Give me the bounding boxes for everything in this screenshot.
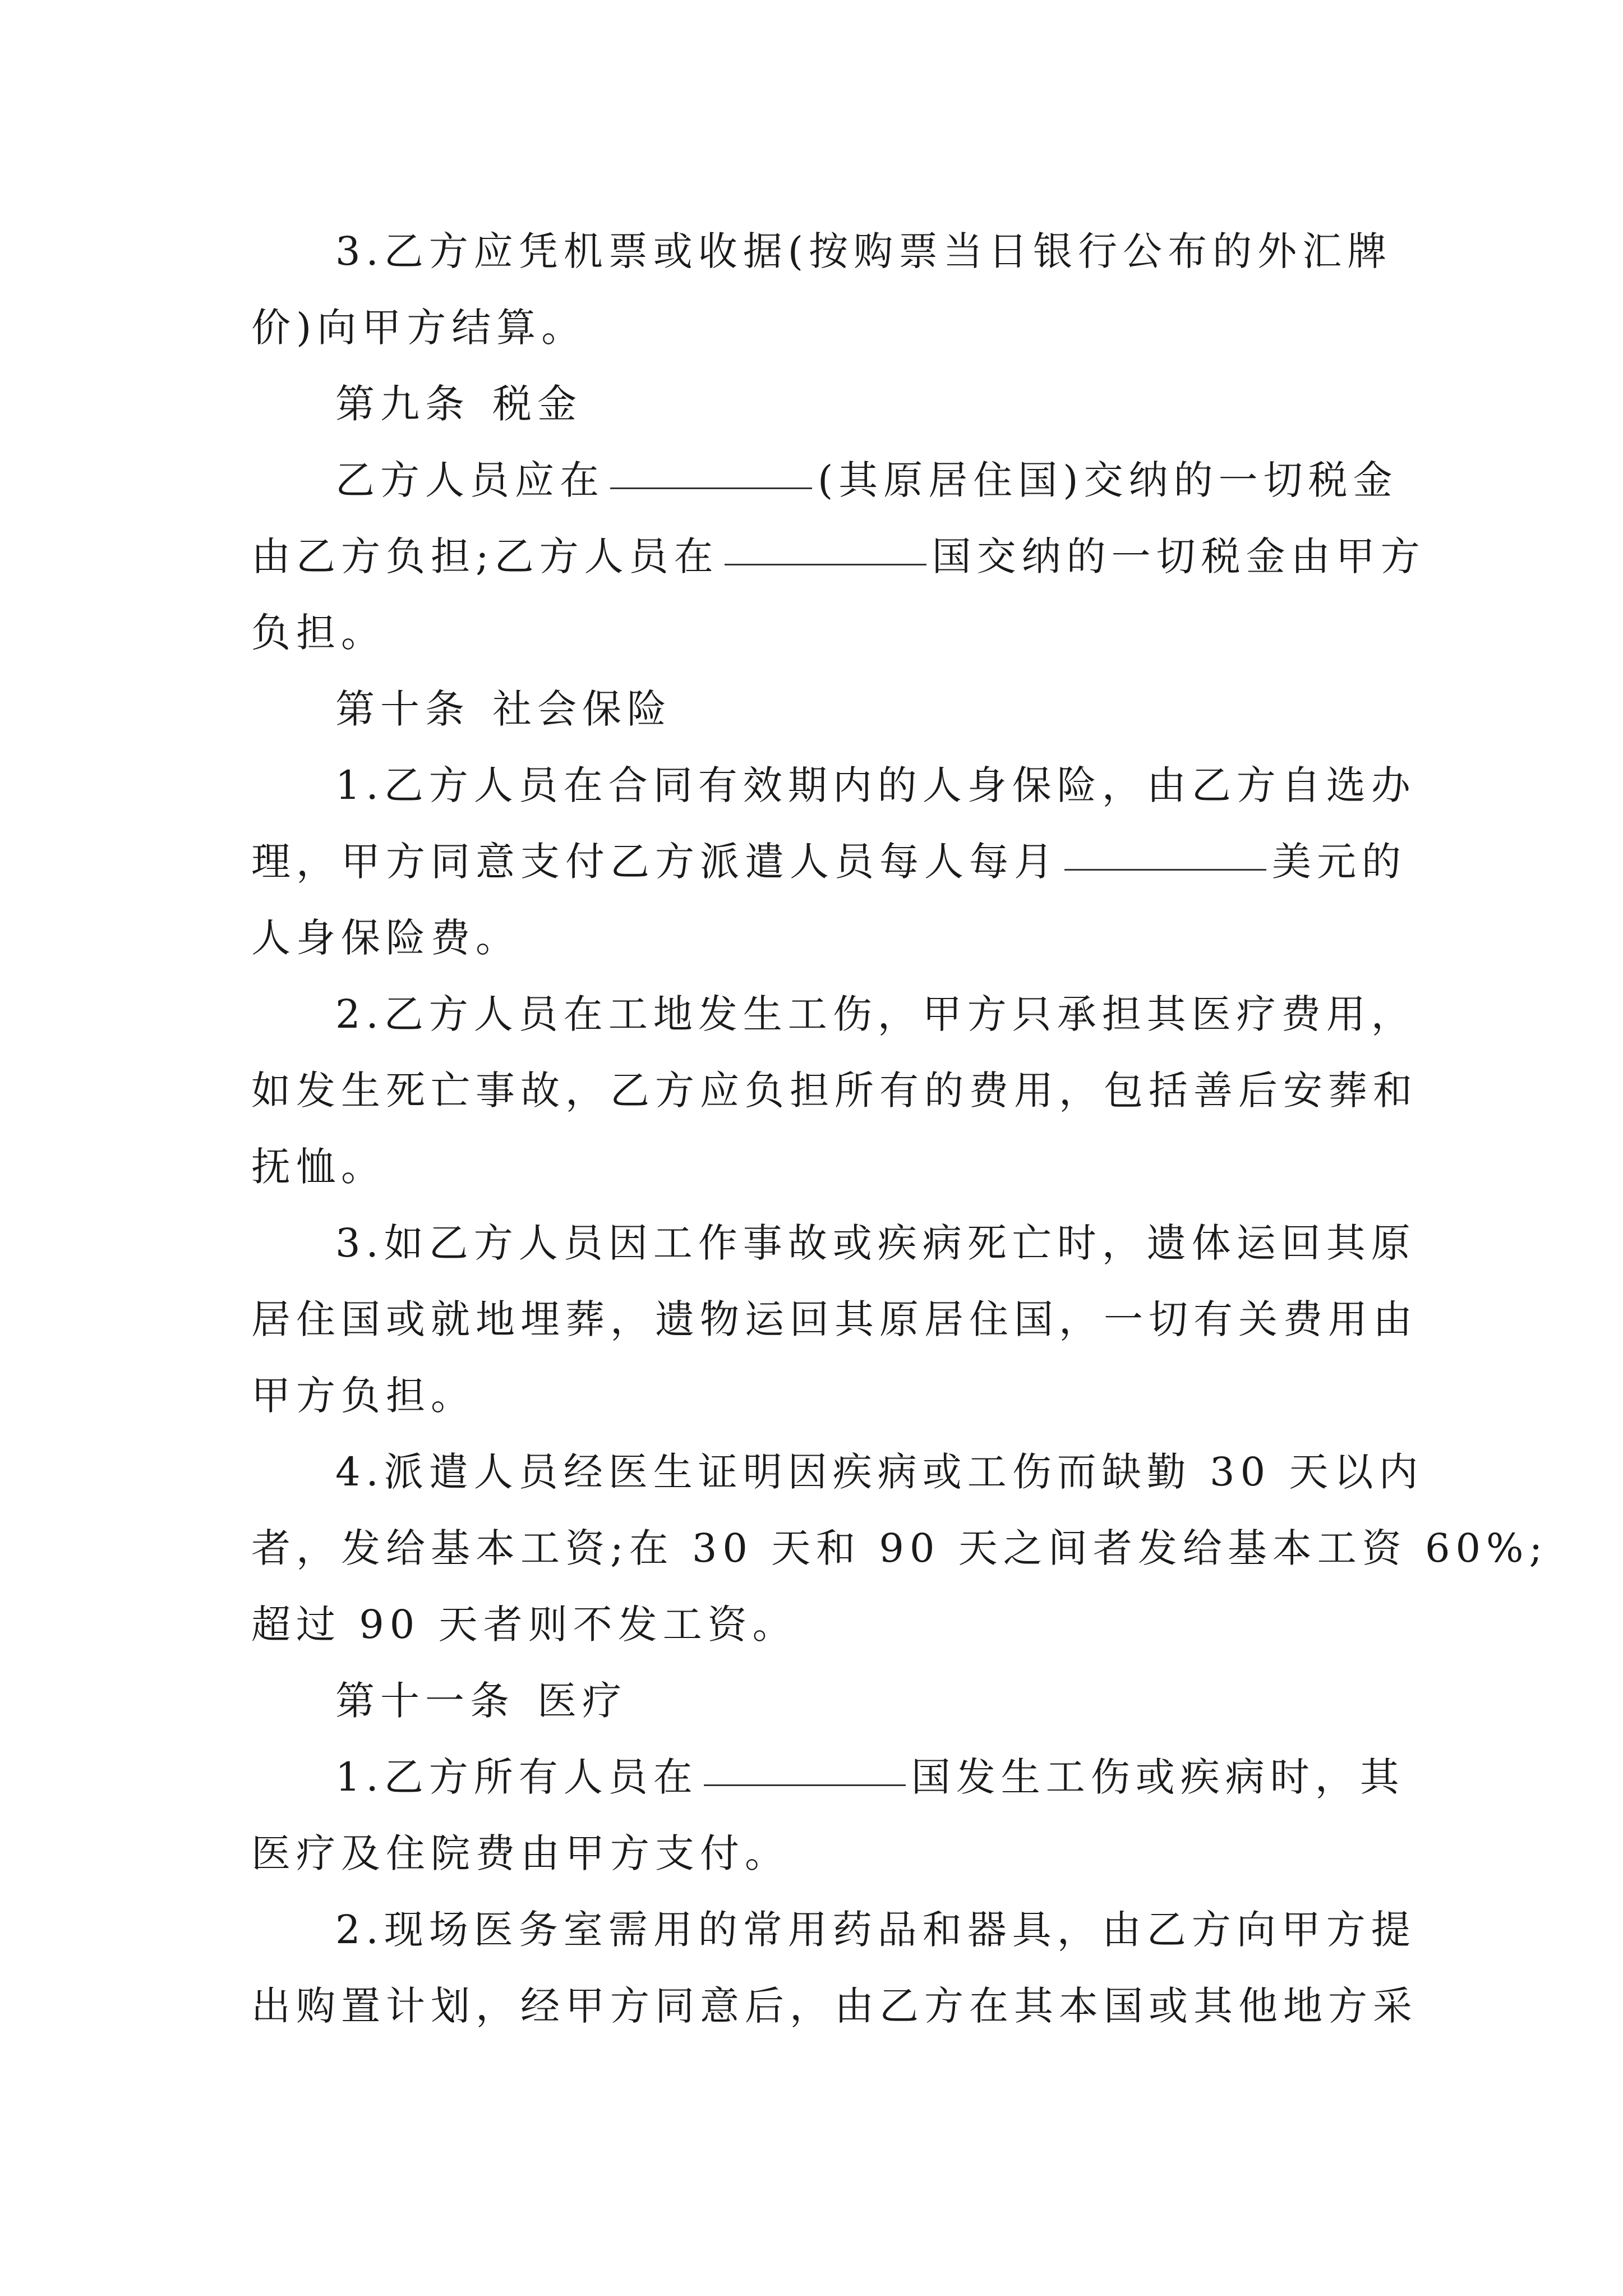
text: 2.现场医务室需用的常用药品和器具，由乙方向甲方提 bbox=[335, 1907, 1416, 1953]
paragraph-line bbox=[251, 1968, 1418, 2044]
text: 2.乙方人员在工地发生工伤，甲方只承担其医疗费用， bbox=[335, 991, 1416, 1037]
paragraph-line bbox=[251, 1052, 1418, 1129]
fill-in-blank bbox=[1064, 830, 1266, 871]
text: 出购置计划，经甲方同意后，由乙方在其本国或其他地方采 bbox=[251, 1983, 1418, 2029]
paragraph-line bbox=[251, 289, 1381, 366]
paragraph-line bbox=[251, 900, 1381, 976]
article-title: 税金 bbox=[492, 381, 582, 427]
paragraph-line bbox=[251, 823, 1407, 900]
article-number: 第十一条 bbox=[335, 1678, 515, 1724]
paragraph-line bbox=[251, 976, 1416, 1052]
text: 理，甲方同意支付乙方派遣人员每人每月 bbox=[251, 839, 1059, 885]
text: 3.乙方应凭机票或收据(按购票当日银行公布的外汇牌 bbox=[335, 228, 1393, 274]
article-number: 第十条 bbox=[335, 686, 470, 732]
paragraph-line bbox=[251, 1739, 1405, 1815]
text: 乙方人员应在 bbox=[335, 457, 605, 503]
paragraph-line bbox=[251, 1205, 1416, 1281]
paragraph-line bbox=[251, 595, 1381, 671]
article-title: 医疗 bbox=[537, 1678, 627, 1724]
document-body bbox=[251, 213, 1548, 2044]
paragraph-line bbox=[251, 442, 1398, 518]
text: 人身保险费。 bbox=[251, 915, 520, 961]
text: 1.乙方人员在合同有效期内的人身保险，由乙方自选办 bbox=[335, 762, 1416, 808]
paragraph-line bbox=[251, 1281, 1418, 1358]
text: 4.派遣人员经医生证明因疾病或工伤而缺勤 30 天以内 bbox=[335, 1449, 1424, 1495]
text: 超过 90 天者则不发工资。 bbox=[251, 1602, 797, 1648]
paragraph-line bbox=[251, 747, 1416, 823]
text: 者，发给基本工资;在 30 天和 90 天之间者发给基本工资 60%; bbox=[251, 1525, 1548, 1571]
article-heading bbox=[251, 366, 1381, 442]
text: 价)向甲方结算。 bbox=[251, 305, 587, 351]
paragraph-line bbox=[251, 213, 1393, 289]
article-title: 社会保险 bbox=[492, 686, 672, 732]
fill-in-blank bbox=[610, 448, 812, 489]
paragraph-line bbox=[251, 1129, 1381, 1205]
text: 医疗及住院费由甲方支付。 bbox=[251, 1830, 790, 1876]
paragraph-line bbox=[251, 1586, 1381, 1663]
paragraph-line bbox=[251, 518, 1426, 595]
paragraph-line bbox=[251, 1510, 1548, 1586]
paragraph-line bbox=[251, 1892, 1416, 1968]
text: 美元的 bbox=[1272, 839, 1407, 885]
article-heading bbox=[251, 1663, 1381, 1739]
text: 抚恤。 bbox=[251, 1144, 386, 1190]
fill-in-blank bbox=[725, 524, 926, 565]
text: 国交纳的一切税金由甲方 bbox=[932, 533, 1426, 579]
paragraph-line bbox=[251, 1815, 1381, 1892]
text: 甲方负担。 bbox=[251, 1373, 476, 1419]
article-heading bbox=[251, 671, 1381, 747]
text: 3.如乙方人员因工作事故或疾病死亡时，遗体运回其原 bbox=[335, 1220, 1416, 1266]
text: 负担。 bbox=[251, 610, 386, 656]
paragraph-line bbox=[251, 1358, 1381, 1434]
paragraph-line bbox=[251, 1434, 1424, 1510]
fill-in-blank bbox=[704, 1745, 906, 1786]
text: 国发生工伤或疾病时，其 bbox=[911, 1754, 1405, 1800]
text: 如发生死亡事故，乙方应负担所有的费用，包括善后安葬和 bbox=[251, 1068, 1418, 1114]
text: 由乙方负担;乙方人员在 bbox=[251, 533, 719, 579]
text: (其原居住国)交纳的一切税金 bbox=[818, 457, 1398, 503]
article-number: 第九条 bbox=[335, 381, 470, 427]
text: 居住国或就地埋葬，遗物运回其原居住国，一切有关费用由 bbox=[251, 1296, 1418, 1342]
text: 1.乙方所有人员在 bbox=[335, 1754, 698, 1800]
